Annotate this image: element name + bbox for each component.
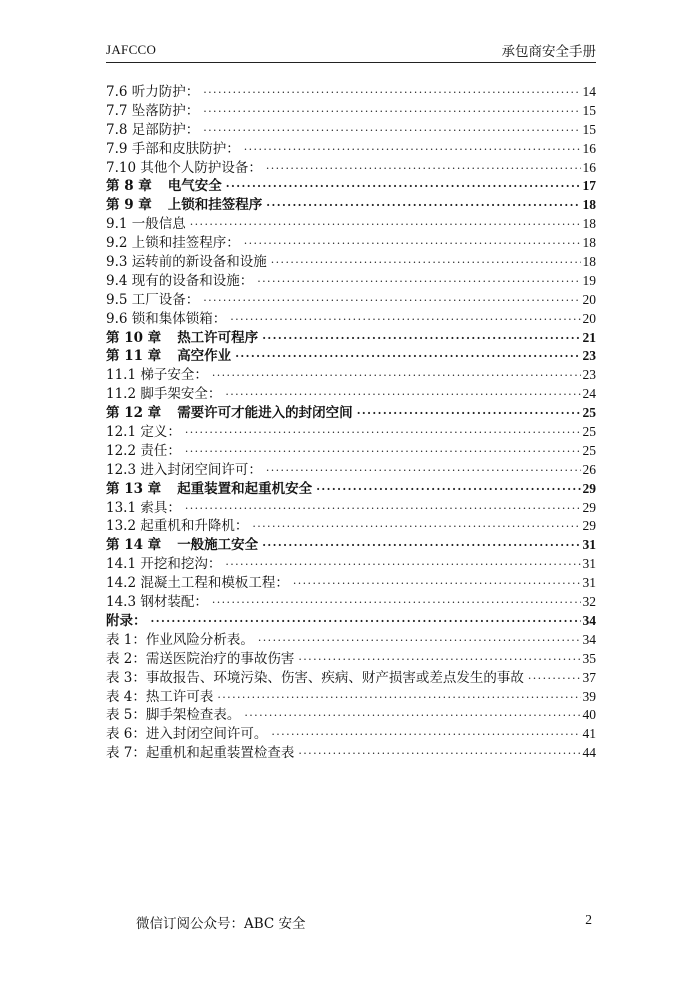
toc-page-number: 44	[582, 745, 596, 761]
page-number: 2	[585, 912, 592, 927]
toc-section-entry[interactable]	[106, 688, 596, 707]
toc-entry-text: 12.3 进入封闭空间许可：	[106, 461, 262, 478]
toc-entry-text: 7.6 听力防护：	[106, 84, 200, 100]
dot-leader	[298, 651, 580, 670]
dot-leader	[212, 594, 581, 613]
toc-chapter-entry[interactable]	[106, 347, 596, 366]
toc-entry-title	[106, 121, 199, 140]
dot-leader	[244, 141, 581, 160]
toc-entry-text: 9.5 工厂设备：	[106, 291, 200, 308]
toc-entry-text: 一般施工安全	[177, 537, 259, 554]
toc-page-number: 41	[582, 726, 596, 742]
toc-entry-title	[106, 329, 258, 348]
dot-leader	[528, 670, 581, 689]
toc-page-number: 18	[582, 235, 596, 251]
dot-leader	[225, 556, 580, 575]
toc-section-entry[interactable]	[106, 366, 596, 385]
toc-entry-text: 需要许可才能进入的封闭空间	[177, 405, 353, 422]
toc-entry-text: 表 3：事故报告、环境污染、伤害、疾病、财产损害或差点发生的事故	[106, 669, 524, 686]
toc-page-number: 23	[582, 348, 596, 364]
toc-entry-title	[106, 253, 267, 272]
toc-entry-title	[106, 215, 186, 234]
toc-page-number: 14	[582, 84, 596, 99]
dot-leader	[230, 311, 580, 330]
toc-chapter-entry[interactable]	[106, 329, 596, 348]
toc-entry-text: 表 7：起重机和起重装置检查表	[106, 745, 295, 762]
dot-leader	[316, 481, 580, 500]
dot-leader	[203, 103, 580, 122]
toc-entry-title	[106, 744, 294, 763]
toc-section-entry[interactable]	[106, 102, 596, 121]
toc-entry-title	[106, 725, 267, 744]
toc-entry-text: 13.1 索具：	[106, 499, 181, 516]
toc-chapter-number: 附录：	[106, 612, 147, 629]
toc-page-number: 15	[582, 121, 596, 137]
toc-entry-title	[106, 442, 181, 461]
toc-section-entry[interactable]	[106, 631, 596, 650]
toc-entry-text: 表 5：脚手架检查表。	[106, 707, 241, 724]
dot-leader	[271, 254, 581, 273]
dot-leader	[203, 84, 580, 103]
toc-page-number: 18	[582, 197, 596, 213]
toc-section-entry[interactable]	[106, 83, 596, 102]
toc-page-number: 40	[582, 707, 596, 723]
toc-entry-text: 11.1 梯子安全：	[106, 367, 208, 384]
dot-leader	[185, 424, 581, 443]
dot-leader	[257, 273, 580, 292]
toc-chapter-number: 第 9 章	[106, 197, 152, 214]
toc-entry-text: 9.4 现有的设备和设施：	[106, 272, 254, 289]
toc-section-entry[interactable]	[106, 499, 596, 518]
toc-page-number: 31	[582, 556, 596, 572]
toc-chapter-number: 第 11 章	[106, 348, 162, 365]
dot-leader	[262, 537, 580, 556]
toc-section-entry[interactable]	[106, 669, 596, 688]
dot-leader	[244, 235, 581, 254]
toc-entry-text: 9.3 运转前的新设备和设施	[106, 254, 267, 271]
toc-entry-title	[106, 347, 231, 366]
toc-chapter-entry[interactable]	[106, 404, 596, 423]
toc-entry-text: 9.2 上锁和挂签程序：	[106, 235, 240, 252]
toc-entry-text: 14.1 开挖和挖沟：	[106, 556, 222, 573]
toc-page-number: 23	[582, 367, 596, 383]
toc-section-entry[interactable]	[106, 706, 596, 725]
dot-leader	[185, 443, 581, 462]
toc-entry-title	[106, 688, 213, 707]
toc-page-number: 18	[582, 216, 596, 232]
dot-leader	[266, 462, 581, 481]
toc-entry-text: 高空作业	[177, 348, 232, 365]
toc-page-number: 20	[582, 291, 596, 307]
dot-leader	[235, 348, 580, 367]
toc-page-number: 16	[582, 140, 596, 156]
toc-entry-title	[106, 517, 248, 536]
toc-entry-title	[106, 574, 289, 593]
dot-leader	[298, 745, 580, 764]
toc-entry-text: 11.2 脚手架安全：	[106, 386, 222, 403]
dot-leader	[262, 330, 580, 349]
toc-page-number: 31	[582, 575, 596, 591]
toc-entry-text: 表 2：需送医院治疗的事故伤害	[106, 650, 295, 667]
toc-entry-title	[106, 310, 226, 329]
toc-entry-text: 上锁和挂签程序	[167, 197, 263, 214]
toc-section-entry[interactable]	[106, 272, 596, 291]
toc-entry-title	[106, 159, 262, 178]
footer-note: 微信订阅公众号：ABC 安全	[136, 916, 306, 932]
toc-section-entry[interactable]	[106, 461, 596, 480]
company-name: JAFCCO	[106, 42, 157, 57]
document-title: 承包商安全手册	[501, 44, 596, 60]
toc-chapter-entry[interactable]	[106, 612, 596, 631]
dot-leader	[271, 726, 580, 745]
toc-entry-text: 7.9 手部和皮肤防护：	[106, 140, 240, 157]
toc-section-entry[interactable]	[106, 650, 596, 669]
toc-entry-title	[106, 612, 147, 631]
toc-entry-title	[106, 404, 353, 423]
toc-page-number: 32	[582, 594, 596, 610]
toc-section-entry[interactable]	[106, 517, 596, 536]
toc-entry-title	[106, 291, 199, 310]
toc-entry-title	[106, 461, 262, 480]
dot-leader	[357, 405, 581, 424]
toc-entry-title	[106, 177, 222, 196]
toc-entry-text: 12.1 定义：	[106, 424, 181, 441]
page-header	[106, 40, 596, 63]
dot-leader	[226, 178, 581, 197]
toc-entry-text: 电气安全	[167, 178, 222, 195]
dot-leader	[252, 518, 580, 537]
toc-entry-title	[106, 555, 221, 574]
toc-page-number: 24	[582, 386, 596, 402]
toc-entry-title	[106, 669, 524, 688]
toc-entry-text: 14.3 钢材装配：	[106, 594, 208, 611]
toc-section-entry[interactable]	[106, 744, 596, 763]
toc-page-number: 17	[582, 178, 596, 194]
toc-section-entry[interactable]	[106, 593, 596, 612]
dot-leader	[203, 122, 580, 141]
toc-page-number: 31	[582, 537, 596, 553]
toc-chapter-entry[interactable]	[106, 196, 596, 215]
toc-chapter-entry[interactable]	[106, 536, 596, 555]
toc-section-entry[interactable]	[106, 385, 596, 404]
toc-entry-text: 14.2 混凝土工程和模板工程：	[106, 575, 289, 592]
toc-page-number: 34	[582, 612, 596, 628]
toc-page-number: 19	[582, 272, 596, 288]
toc-page-number: 29	[582, 499, 596, 515]
toc-page-number: 34	[582, 631, 596, 647]
toc-section-entry[interactable]	[106, 253, 596, 272]
toc-page-number: 25	[582, 405, 596, 421]
toc-entry-title	[106, 234, 240, 253]
toc-entry-title	[106, 480, 312, 499]
toc-chapter-number: 第 10 章	[106, 329, 162, 346]
toc-entry-title	[106, 385, 221, 404]
dot-leader	[266, 197, 580, 216]
toc-section-entry[interactable]	[106, 291, 596, 310]
toc-chapter-entry[interactable]	[106, 480, 596, 499]
toc-entry-title	[106, 83, 199, 102]
toc-page-number: 35	[582, 650, 596, 666]
toc-page-number: 26	[582, 461, 596, 477]
toc-entry-text: 表 1：作业风险分析表。	[106, 631, 254, 648]
toc-section-entry[interactable]	[106, 234, 596, 253]
toc-entry-title	[106, 631, 254, 650]
toc-section-entry[interactable]	[106, 725, 596, 744]
dot-leader	[203, 292, 580, 311]
toc-section-entry[interactable]	[106, 423, 596, 442]
toc-entry-title	[106, 140, 240, 159]
toc-section-entry[interactable]	[106, 442, 596, 461]
toc-chapter-number: 第 8 章	[106, 178, 152, 195]
toc-section-entry[interactable]	[106, 159, 596, 178]
dot-leader	[185, 500, 581, 519]
toc-page-number: 39	[582, 688, 596, 704]
dot-leader	[293, 575, 581, 594]
toc-section-entry[interactable]	[106, 555, 596, 574]
toc-chapter-number: 第 14 章	[106, 537, 162, 554]
toc-chapter-entry[interactable]	[106, 177, 596, 196]
toc-page-number: 25	[582, 424, 596, 440]
toc-entry-title	[106, 102, 199, 121]
dot-leader	[266, 160, 581, 179]
toc-entry-text: 热工许可程序	[177, 329, 259, 346]
dot-leader	[244, 707, 580, 726]
toc-entry-text: 7.10 其他个人防护设备：	[106, 159, 262, 176]
toc-chapter-number: 第 13 章	[106, 480, 162, 497]
toc-entry-title	[106, 499, 181, 518]
toc-page-number: 37	[582, 669, 596, 685]
toc-page-number: 16	[582, 159, 596, 175]
toc-page-number: 29	[582, 480, 596, 496]
toc-page-number: 20	[582, 310, 596, 326]
toc-entry-title	[106, 536, 258, 555]
toc-page-number: 15	[582, 102, 596, 118]
toc-entry-text: 9.6 锁和集体锁箱：	[106, 310, 227, 327]
toc-page-number: 18	[582, 254, 596, 270]
dot-leader	[225, 386, 580, 405]
toc-entry-text: 表 4：热工许可表	[106, 688, 214, 705]
toc-entry-text: 起重装置和起重机安全	[177, 480, 313, 497]
page-footer	[106, 912, 596, 932]
toc-entry-text: 7.7 坠落防护：	[106, 102, 200, 119]
toc-entry-title	[106, 706, 240, 725]
toc-section-entry[interactable]	[106, 574, 596, 593]
dot-leader	[151, 613, 581, 632]
toc-entry-title	[106, 366, 208, 385]
toc-page-number: 25	[582, 442, 596, 458]
dot-leader	[258, 632, 581, 651]
toc-section-entry[interactable]	[106, 215, 596, 234]
toc-section-entry[interactable]	[106, 140, 596, 159]
toc-entry-title	[106, 650, 294, 669]
toc-entry-title	[106, 593, 208, 612]
toc-chapter-number: 第 12 章	[106, 405, 162, 422]
toc-entry-text: 12.2 责任：	[106, 442, 181, 459]
toc-entry-text: 9.1 一般信息	[106, 216, 186, 233]
toc-entry-title	[106, 423, 181, 442]
toc-entry-text: 表 6：进入封闭空间许可。	[106, 726, 268, 743]
toc-entry-title	[106, 272, 253, 291]
toc-page-number: 21	[582, 329, 596, 345]
toc-section-entry[interactable]	[106, 121, 596, 140]
dot-leader	[217, 689, 580, 708]
toc-entry-title	[106, 196, 262, 215]
toc-entry-text: 7.8 足部防护：	[106, 121, 200, 138]
toc-page-number: 29	[582, 518, 596, 534]
dot-leader	[212, 367, 581, 386]
table-of-contents	[106, 83, 596, 763]
toc-section-entry[interactable]	[106, 310, 596, 329]
toc-entry-text: 13.2 起重机和升降机：	[106, 518, 249, 535]
dot-leader	[190, 216, 581, 235]
